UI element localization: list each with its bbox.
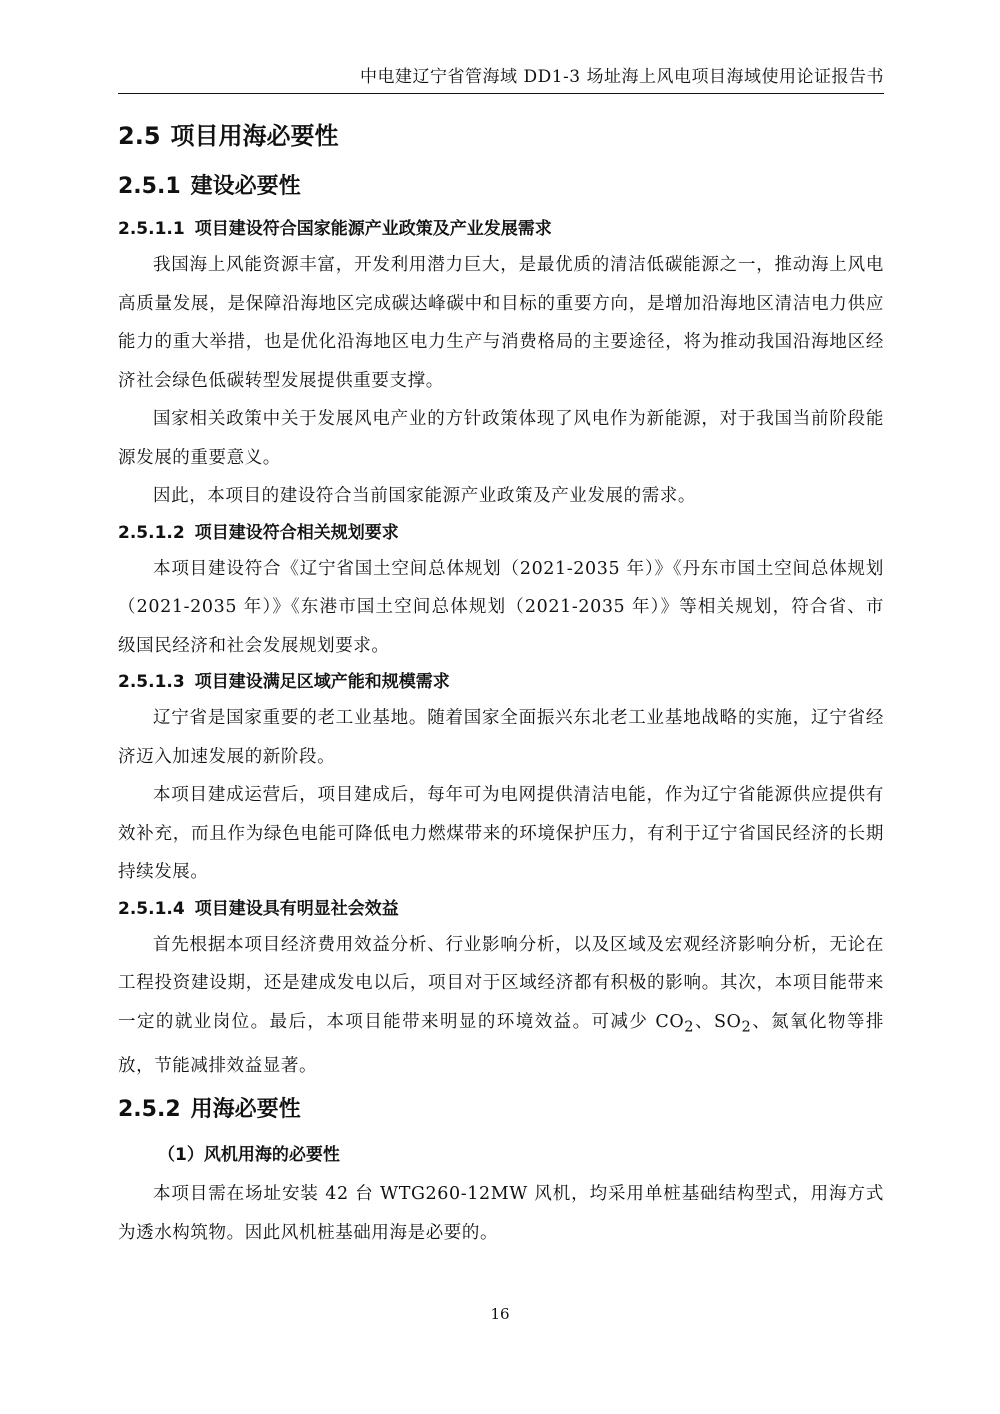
section-heading-2-5-1-4 [118, 892, 884, 926]
section-heading-2-5-1-2 [118, 516, 884, 550]
section-number: 2.5.1.2 [118, 522, 185, 543]
paragraph-text: 氮氧化物等排放，节能减排效益显著。 [118, 1011, 884, 1076]
subsection-heading-1: （1）风机用海的必要性 [158, 1145, 340, 1165]
section-heading-2-5-1-3 [118, 665, 884, 699]
chemical-so2: $SO_2$ [713, 1011, 752, 1035]
paragraph: 我国海上风能资源丰富，开发利用潜力巨大，是最优质的清洁低碳能源之一，推动海上风电高质量发展，是保障沿海地区完成碳达峰碳中和目标的重要方向，是增加沿海地区清洁电力供应能力的重大举措，也是优化沿海地区电力生产与消费格局的主要途径，将为推动我国沿海地区经济社会绿色低碳转型发展提供重要支撑。 [118, 255, 884, 391]
section-title: 建设必要性 [190, 174, 301, 199]
section-title: 项目建设具有明显社会效益 [194, 898, 399, 919]
running-header: 中电建辽宁省管海域 DD1-3 场址海上风电项目海域使用论证报告书 [360, 67, 884, 87]
section-number: 2.5.1.3 [118, 672, 185, 692]
paragraph: 辽宁省是国家重要的老工业基地。随着国家全面振兴东北老工业基地战略的实施，辽宁省经济迈入加速发展的新阶段。 [118, 708, 884, 767]
paragraph-text: 首先根据本项目经济费用效益分析、行业影响分析，以及区域及宏观经济影响分析，无论在工程投资建设期，还是建成发电以后，项目对于区域经济都有积极的影响。其次，本项目能带来一定的就业岗位。最后，本项目能带来明显的环境效益。可减少 [118, 934, 884, 1032]
paragraph: 国家相关政策中关于发展风电产业的方针政策体现了风电作为新能源，对于我国当前阶段能源发展的重要意义。 [118, 409, 884, 468]
section-heading-2-5-1-1 [118, 212, 884, 246]
paragraph: 首先根据本项目经济费用效益分析、行业影响分析，以及区域及宏观经济影响分析，无论在工程投资建设期，还是建成发电以后，项目对于区域经济都有积极的影响。其次，本项目能带来一定的就业岗位。最后，本项目能带来明显的环境效益。可减少 $CO_2$、$SO_2$、氮氧化物等排放，节能减排效益显著。 [118, 934, 884, 1076]
section-title: 用海必要性 [190, 1097, 301, 1122]
header-rule [118, 93, 884, 94]
section-number: 2.5.1.4 [118, 898, 185, 919]
paragraph: 本项目建设符合《辽宁省国土空间总体规划（2021-2035 年）》《丹东市国土空间总体规划（2021-2035 年）》《东港市国土空间总体规划（2021-2035 年）》等相关规划，符合省、市级国民经济和社会发展规划要求。 [118, 558, 884, 656]
section-title: 项目建设符合相关规划要求 [194, 522, 399, 543]
section-title: 项目建设满足区域产能和规模需求 [194, 672, 450, 692]
page-number: 16 [490, 1305, 510, 1323]
page-content [118, 110, 884, 1252]
paragraph: 本项目建成运营后，项目建成后，每年可为电网提供清洁电能，作为辽宁省能源供应提供有效补充，而且作为绿色电能可降低电力燃煤带来的环境保护压力，有利于辽宁省国民经济的长期持续发展。 [118, 785, 884, 882]
paragraph: 本项目需在场址安装 42 台 WTG260-12MW 风机，均采用单桩基础结构型式，用海方式为透水构筑物。因此风机桩基础用海是必要的。 [118, 1184, 884, 1243]
section-number: 2.5 [118, 122, 161, 150]
paragraph: 因此，本项目的建设符合当前国家能源产业政策及产业发展的需求。 [153, 486, 696, 506]
section-number: 2.5.1.1 [118, 219, 185, 239]
section-number: 2.5.2 [118, 1097, 181, 1122]
section-title: 项目建设符合国家能源产业政策及产业发展需求 [194, 219, 552, 239]
section-title: 项目用海必要性 [170, 122, 339, 150]
section-heading-2-5 [118, 110, 884, 162]
section-heading-2-5-2 [118, 1085, 884, 1135]
section-number: 2.5.1 [118, 174, 181, 199]
section-heading-2-5-1 [118, 162, 884, 212]
chemical-co2: $CO_2$ [655, 1011, 695, 1035]
